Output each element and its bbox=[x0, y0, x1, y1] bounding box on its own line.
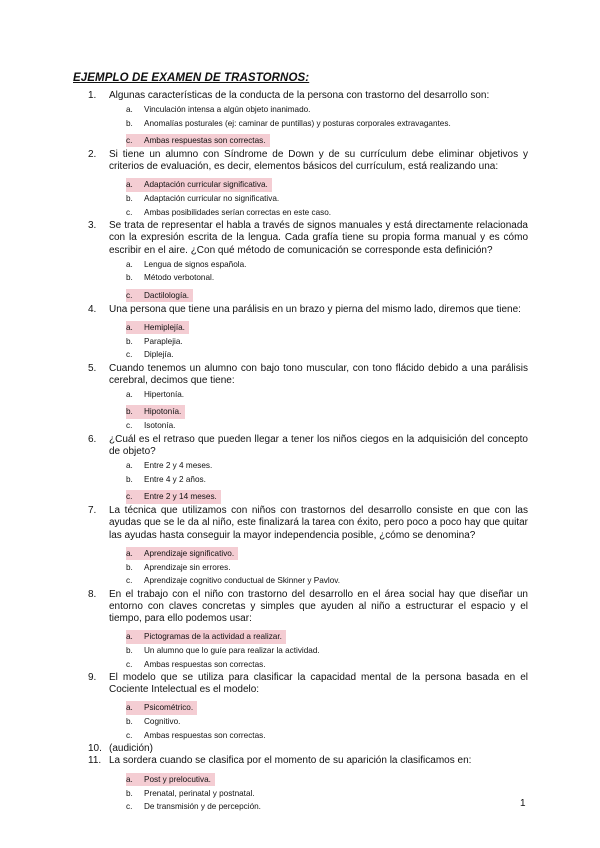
option-letter: c. bbox=[126, 136, 133, 146]
option-letter: b. bbox=[126, 336, 133, 346]
answer-options bbox=[126, 459, 528, 504]
option-text: Ambas respuestas son correctas. bbox=[144, 730, 266, 740]
option-letter: b. bbox=[126, 194, 133, 204]
option-text: Hipotonía. bbox=[144, 407, 182, 417]
question-text: La técnica que utilizamos con niños con trastornos del desarrollo consiste en que con las ayudas que se le da al niño, este finalizará la tarea con éxito, pero poco a poco hay que quitar las ayudas hasta conseguir la mayor independencia posible, ¿cómo se denomina? bbox=[109, 505, 528, 541]
question-list bbox=[88, 90, 528, 814]
question-number: 11. bbox=[88, 755, 102, 767]
option-text: Isotonía. bbox=[144, 421, 176, 431]
answer-options bbox=[126, 317, 528, 362]
answer-option bbox=[126, 258, 528, 271]
option-text: Ambas respuestas son correctas. bbox=[144, 659, 266, 669]
option-letter: b. bbox=[126, 273, 133, 283]
answer-option-correct bbox=[126, 630, 286, 643]
answer-option bbox=[126, 459, 528, 472]
answer-option-correct bbox=[126, 289, 193, 302]
answer-option bbox=[126, 644, 528, 657]
option-letter: a. bbox=[126, 180, 133, 190]
question-text: La sordera cuando se clasifica por el momento de su aparición la clasificamos en: bbox=[109, 755, 472, 767]
option-text: Ambas posibilidades serían correctas en este caso. bbox=[144, 207, 332, 217]
option-letter: a. bbox=[126, 461, 133, 471]
option-letter: a. bbox=[126, 105, 133, 115]
question-number: 6. bbox=[88, 433, 97, 445]
answer-option bbox=[126, 335, 528, 348]
question-text: Cuando tenemos un alumno con bajo tono muscular, con tono flácido debido a una parálisis cerebral, decimos que tiene: bbox=[109, 362, 528, 386]
option-letter: a. bbox=[126, 632, 133, 642]
question-text: Una persona que tiene una parálisis en un brazo y pierna del mismo lado, diremos que tiene: bbox=[109, 303, 521, 315]
option-letter: b. bbox=[126, 788, 133, 798]
answer-options bbox=[126, 626, 528, 671]
question-text: Se trata de representar el habla a través de signos manuales y está directamente relacionada con la expresión escrita de la lengua. Cada grafía tiene su propia forma manual y es cómo escribir en el aire. ¿Con qué método de comunicación se corresponde esta definición? bbox=[109, 220, 528, 256]
answer-option-correct bbox=[126, 547, 238, 560]
page-title: EJEMPLO DE EXAMEN DE TRASTORNOS: bbox=[73, 72, 310, 84]
option-letter: b. bbox=[126, 118, 133, 128]
option-text: Post y prelocutiva. bbox=[144, 774, 211, 784]
option-letter: b. bbox=[126, 717, 133, 727]
question-item bbox=[88, 589, 528, 671]
option-text: Pictogramas de la actividad a realizar. bbox=[144, 632, 282, 642]
option-text: Paraplejia. bbox=[144, 336, 183, 346]
option-letter: c. bbox=[126, 421, 133, 431]
option-letter: c. bbox=[126, 492, 133, 502]
answer-option bbox=[126, 800, 528, 813]
answer-options bbox=[126, 543, 528, 588]
question-item bbox=[88, 304, 528, 362]
question-item bbox=[88, 672, 528, 742]
option-letter: a. bbox=[126, 774, 133, 784]
question-text: Algunas características de la conducta de la persona con trastorno del desarrollo son: bbox=[109, 90, 490, 101]
option-text: Aprendizaje sin errores. bbox=[144, 562, 231, 572]
question-item bbox=[88, 90, 528, 148]
question-text-block bbox=[88, 434, 528, 458]
answer-option bbox=[126, 192, 528, 205]
option-text: Lengua de signos española. bbox=[144, 259, 247, 269]
answer-option bbox=[126, 206, 528, 219]
answer-option-correct bbox=[126, 773, 215, 786]
option-letter: a. bbox=[126, 259, 133, 269]
option-text: Entre 4 y 2 años. bbox=[144, 474, 206, 484]
question-text: (audición) bbox=[109, 743, 153, 755]
option-text: Diplejía. bbox=[144, 350, 174, 360]
answer-option-correct bbox=[126, 178, 272, 191]
option-letter: b. bbox=[126, 562, 133, 572]
option-text: Prenatal, perinatal y postnatal. bbox=[144, 788, 255, 798]
answer-option bbox=[126, 271, 528, 284]
question-number: 9. bbox=[88, 671, 97, 683]
option-text: Hemiplejía. bbox=[144, 322, 185, 332]
option-text: Dactilología. bbox=[144, 290, 190, 300]
option-letter: c. bbox=[126, 207, 133, 217]
question-number: 4. bbox=[88, 303, 97, 315]
answer-option bbox=[126, 473, 528, 486]
answer-option-correct bbox=[126, 405, 185, 418]
option-text: Entre 2 y 4 meses. bbox=[144, 461, 213, 471]
answer-option bbox=[126, 388, 528, 401]
question-number: 7. bbox=[88, 505, 97, 517]
answer-options bbox=[126, 103, 528, 148]
answer-option bbox=[126, 103, 528, 116]
question-text-block bbox=[88, 755, 528, 767]
option-letter: a. bbox=[126, 322, 133, 332]
option-letter: c. bbox=[126, 659, 133, 669]
option-text: Entre 2 y 14 meses. bbox=[144, 492, 217, 502]
question-number: 10. bbox=[88, 743, 102, 755]
question-text-block bbox=[88, 743, 528, 755]
question-text: ¿Cuál es el retraso que pueden llegar a tener los niños ciegos en la adquisición del concepto de objeto? bbox=[109, 433, 528, 458]
question-text-block bbox=[88, 220, 528, 257]
question-text-block bbox=[88, 505, 528, 542]
answer-option bbox=[126, 658, 528, 671]
question-item bbox=[88, 743, 528, 755]
answer-options bbox=[126, 769, 528, 814]
question-item bbox=[88, 434, 528, 504]
answer-option-correct bbox=[126, 490, 221, 503]
option-text: Adaptación curricular no significativa. bbox=[144, 194, 280, 204]
option-letter: c. bbox=[126, 576, 133, 586]
option-text: Vinculación intensa a algún objeto inanimado. bbox=[144, 105, 311, 115]
option-text: Psicométrico. bbox=[144, 703, 194, 713]
option-letter: c. bbox=[126, 801, 133, 811]
answer-option bbox=[126, 715, 528, 728]
option-text: Cognitivo. bbox=[144, 717, 181, 727]
question-number: 3. bbox=[88, 220, 97, 232]
question-text: En el trabajo con el niño con trastorno del desarrollo en el área social hay que diseñar un entorno con claves concretas y simples que ayuden al niño a estructurar el espacio y el tiempo, para ello podemos usar: bbox=[109, 588, 528, 624]
answer-option bbox=[126, 117, 528, 130]
option-letter: c. bbox=[126, 730, 133, 740]
answer-option bbox=[126, 561, 528, 574]
question-item bbox=[88, 505, 528, 587]
option-letter: a. bbox=[126, 390, 133, 400]
option-letter: a. bbox=[126, 703, 133, 713]
option-text: Anomalías posturales (ej: caminar de puntillas) y posturas corporales extravagantes. bbox=[144, 118, 451, 128]
answer-option bbox=[126, 729, 528, 742]
answer-option bbox=[126, 787, 528, 800]
question-text: Si tiene un alumno con Síndrome de Down y de su currículum debe eliminar objetivos y criterios de evaluación, es decir, elementos básicos del currículum, está realizando una: bbox=[109, 149, 528, 173]
question-text-block bbox=[88, 149, 528, 173]
answer-options bbox=[126, 697, 528, 742]
question-item bbox=[88, 220, 528, 302]
question-number: 8. bbox=[88, 588, 97, 600]
option-text: Método verbotonal. bbox=[144, 273, 215, 283]
question-text-block bbox=[88, 672, 528, 696]
answer-options bbox=[126, 388, 528, 433]
answer-options bbox=[126, 174, 528, 219]
question-text-block bbox=[88, 90, 528, 102]
answer-option bbox=[126, 348, 528, 361]
question-text-block bbox=[88, 589, 528, 626]
option-letter: b. bbox=[126, 646, 133, 656]
option-text: Adaptación curricular significativa. bbox=[144, 180, 268, 190]
option-text: Ambas respuestas son correctas. bbox=[144, 136, 266, 146]
question-text-block bbox=[88, 304, 528, 316]
page-number: 1 bbox=[520, 798, 526, 809]
question-number: 2. bbox=[88, 149, 97, 161]
option-text: Hipertonía. bbox=[144, 390, 185, 400]
question-text: El modelo que se utiliza para clasificar la capacidad mental de la persona basada en el Cociente Intelectual es el modelo: bbox=[109, 671, 528, 696]
question-number: 1. bbox=[88, 90, 97, 101]
answer-option bbox=[126, 574, 528, 587]
option-text: Un alumno que lo guíe para realizar la actividad. bbox=[144, 646, 320, 656]
answer-options bbox=[126, 258, 528, 303]
option-letter: c. bbox=[126, 290, 133, 300]
question-number: 5. bbox=[88, 362, 97, 374]
option-letter: b. bbox=[126, 474, 133, 484]
answer-option-correct bbox=[126, 701, 197, 714]
answer-option bbox=[126, 419, 528, 432]
answer-option-correct bbox=[126, 134, 270, 147]
option-text: De transmisión y de percepción. bbox=[144, 801, 261, 811]
question-item bbox=[88, 363, 528, 433]
option-text: Aprendizaje significativo. bbox=[144, 548, 235, 558]
question-text-block bbox=[88, 363, 528, 387]
option-letter: a. bbox=[126, 548, 133, 558]
option-letter: c. bbox=[126, 350, 133, 360]
question-item bbox=[88, 149, 528, 219]
option-text: Aprendizaje cognitivo conductual de Skinner y Pavlov. bbox=[144, 576, 341, 586]
answer-option-correct bbox=[126, 321, 189, 334]
question-item bbox=[88, 755, 528, 813]
option-letter: b. bbox=[126, 407, 133, 417]
